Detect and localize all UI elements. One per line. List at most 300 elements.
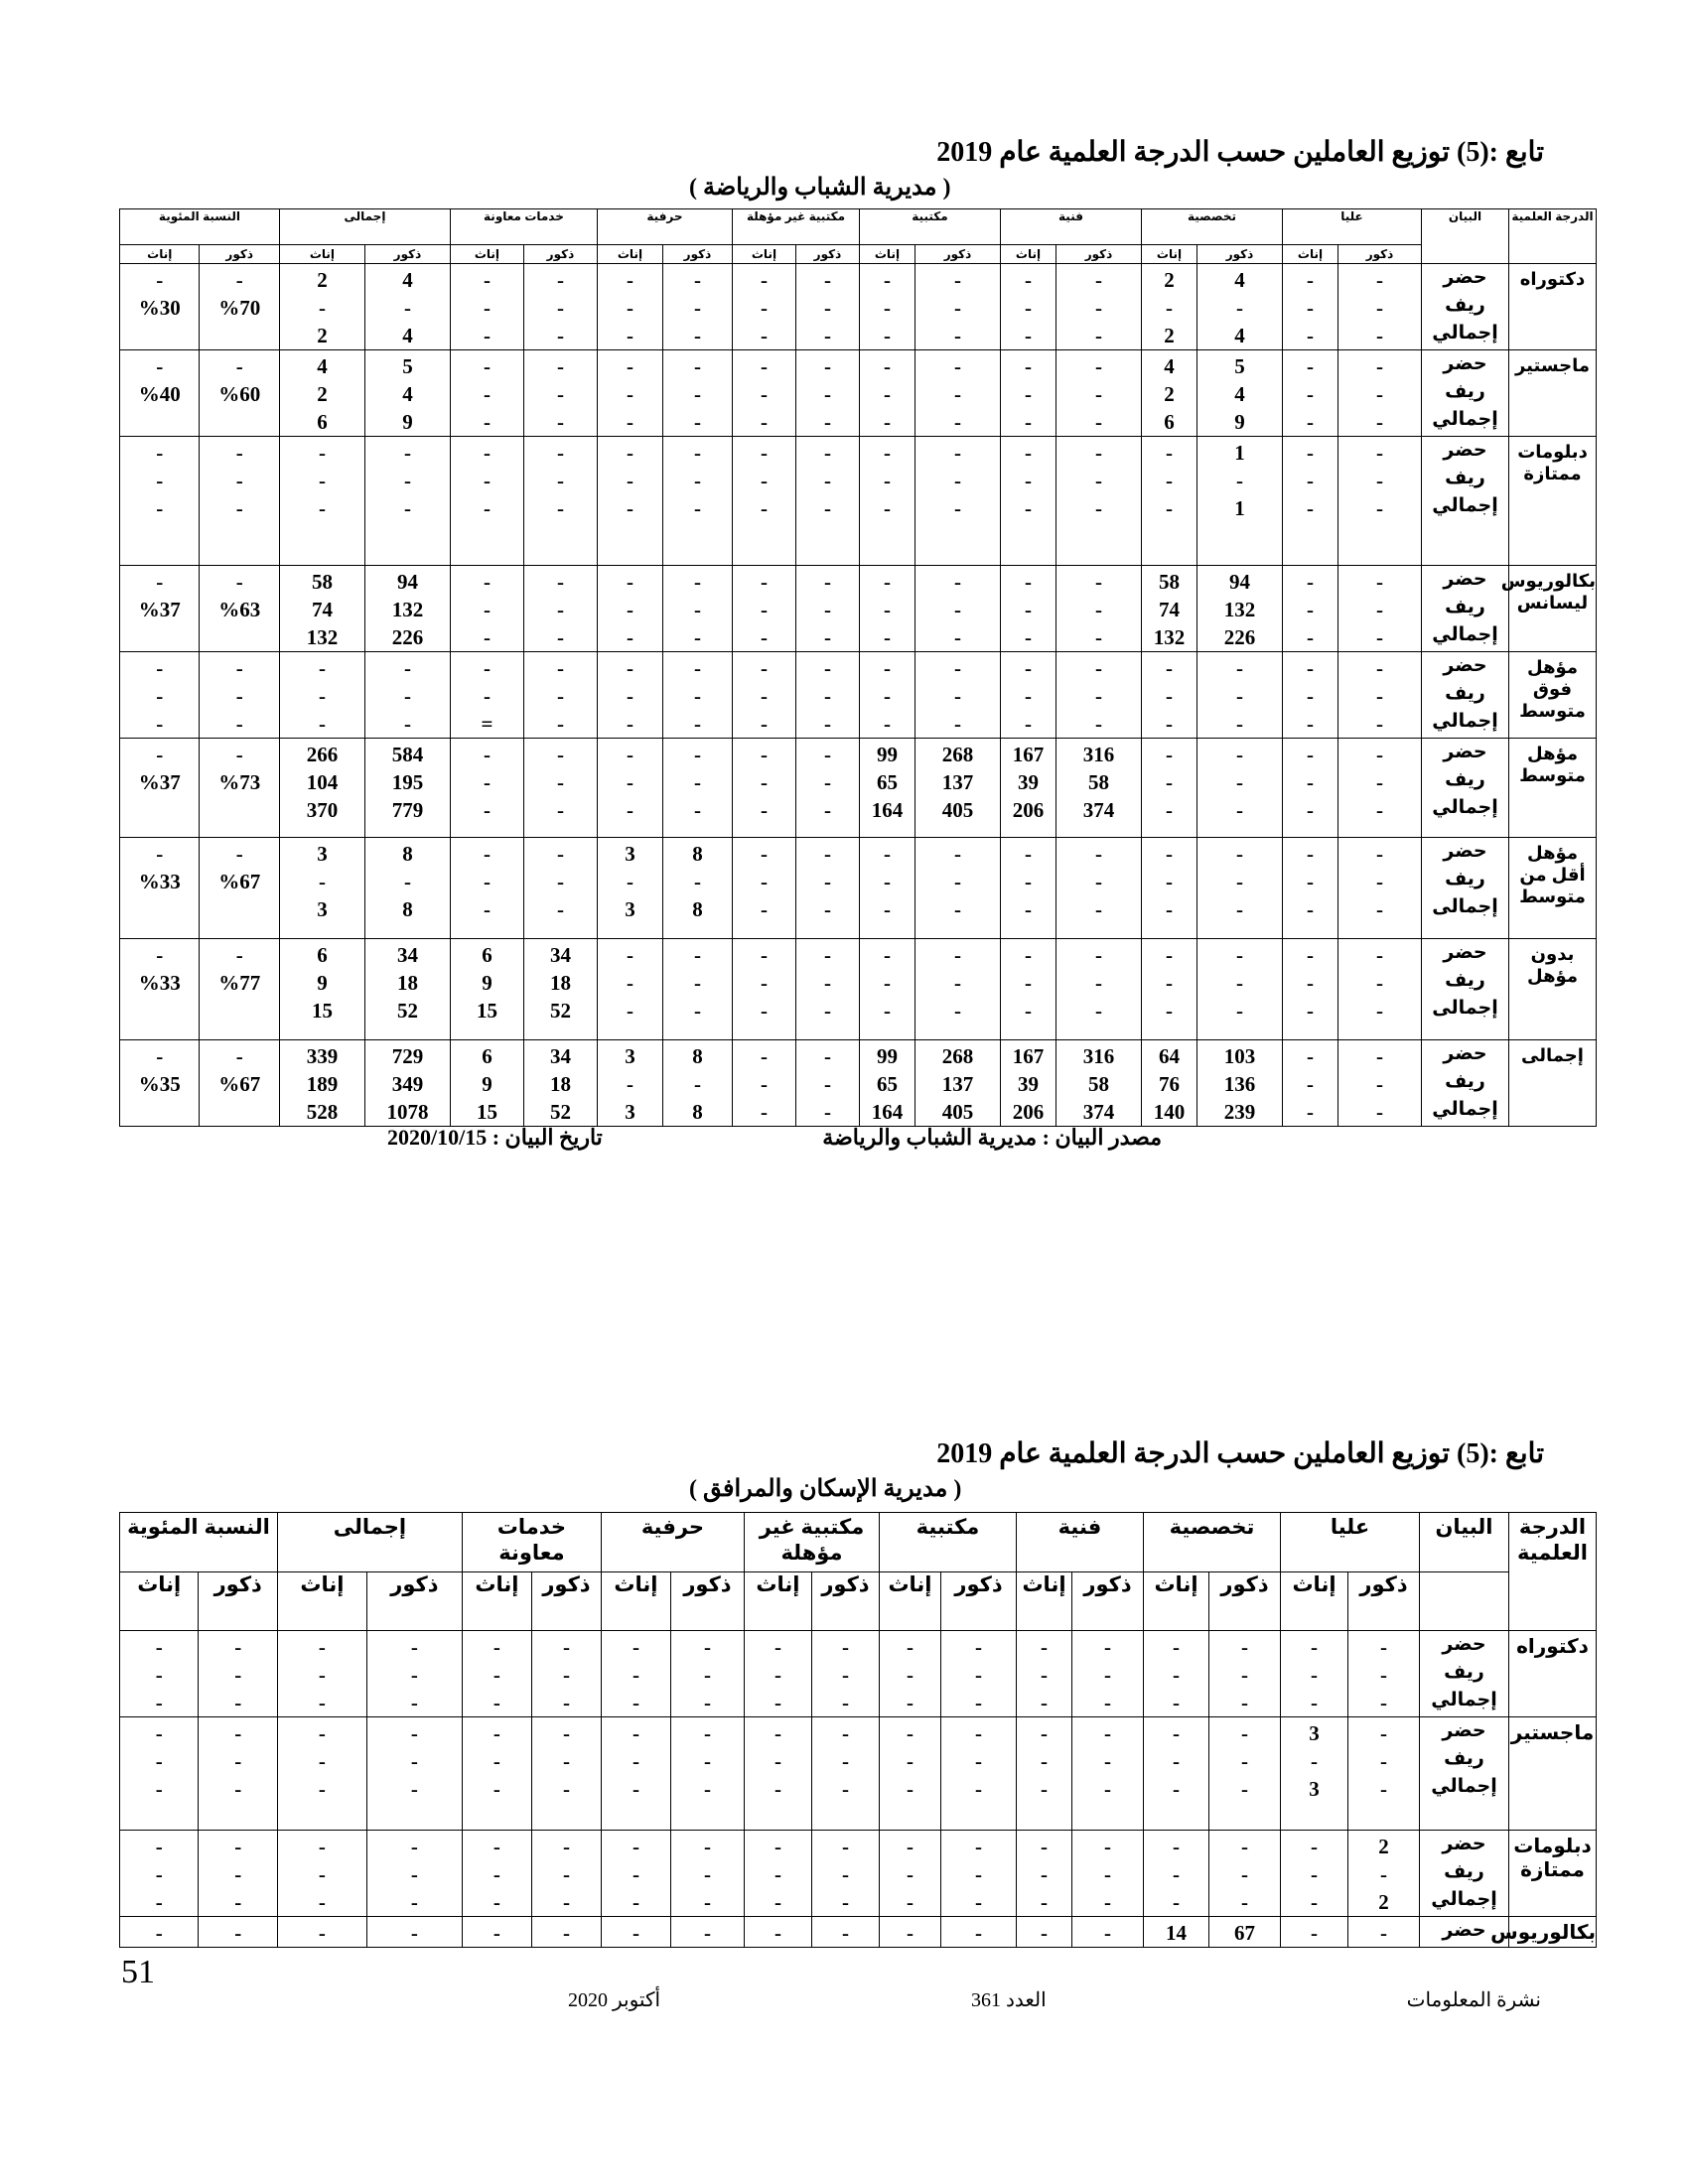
value: 6 bbox=[1164, 410, 1175, 434]
value: - bbox=[1311, 1921, 1318, 1945]
value: - bbox=[760, 971, 768, 995]
degree-cell: دبلومات ممتازة bbox=[1509, 437, 1597, 566]
female-values-cell bbox=[597, 566, 662, 652]
male-values-cell bbox=[1055, 264, 1141, 350]
group-header: إجمالى bbox=[277, 1513, 462, 1572]
male-values-cell bbox=[1072, 1717, 1144, 1831]
value: - bbox=[774, 1691, 781, 1714]
value: - bbox=[774, 1921, 781, 1945]
female-values-cell bbox=[450, 264, 523, 350]
female-values-cell bbox=[277, 1631, 366, 1717]
female-values-cell bbox=[1281, 1631, 1348, 1717]
value: - bbox=[1165, 656, 1173, 680]
value: 132 bbox=[306, 625, 339, 649]
male-values-cell bbox=[523, 566, 597, 652]
value: - bbox=[1236, 999, 1243, 1023]
item-labels-cell bbox=[1422, 566, 1509, 652]
value: 67 bbox=[1234, 1921, 1255, 1945]
value: - bbox=[1376, 598, 1383, 621]
value: - bbox=[403, 656, 411, 680]
value: - bbox=[974, 1777, 982, 1801]
value: - bbox=[626, 712, 633, 736]
value: - bbox=[626, 743, 633, 766]
value: - bbox=[841, 1835, 849, 1858]
value: - bbox=[1024, 410, 1032, 434]
value: - bbox=[760, 656, 768, 680]
female-header: إناث bbox=[462, 1572, 531, 1631]
value: - bbox=[1236, 770, 1243, 794]
value: - bbox=[883, 382, 891, 406]
value: - bbox=[883, 897, 891, 921]
male-values-cell bbox=[364, 939, 450, 1040]
value: - bbox=[693, 870, 701, 893]
female-values-cell bbox=[450, 739, 523, 838]
male-header: ذكور bbox=[366, 1572, 462, 1631]
value: - bbox=[1307, 410, 1314, 434]
female-header: إناث bbox=[879, 1572, 940, 1631]
female-values-cell bbox=[1000, 939, 1055, 1040]
value bbox=[120, 895, 199, 923]
male-header: ذكور bbox=[531, 1572, 601, 1631]
value: - bbox=[1040, 1749, 1048, 1773]
value: 2 bbox=[1164, 324, 1175, 347]
value: - bbox=[823, 382, 831, 406]
value: - bbox=[155, 1721, 163, 1745]
value: 4 bbox=[317, 354, 328, 378]
value: %40 bbox=[138, 382, 181, 406]
value: - bbox=[841, 1890, 849, 1914]
value: 74 bbox=[1158, 598, 1180, 621]
female-header: إناث bbox=[1000, 245, 1055, 264]
value: - bbox=[1094, 382, 1102, 406]
value: - bbox=[774, 1862, 781, 1886]
value: - bbox=[1311, 1749, 1318, 1773]
value: - bbox=[1104, 1663, 1111, 1687]
female-values-cell bbox=[279, 652, 364, 739]
male-values-cell bbox=[1348, 1717, 1420, 1831]
group-header: فنية bbox=[1000, 209, 1141, 245]
value: - bbox=[410, 1777, 418, 1801]
table1-title: تابع :(5) توزيع العاملين حسب الدرجة العلمية عام 2019 bbox=[936, 137, 1544, 168]
value: - bbox=[906, 1890, 914, 1914]
value: - bbox=[1165, 770, 1173, 794]
value: 99 bbox=[876, 743, 898, 766]
value: - bbox=[1236, 842, 1243, 866]
value: - bbox=[760, 897, 768, 921]
value: - bbox=[632, 1721, 639, 1745]
female-values-cell bbox=[450, 437, 523, 566]
value: - bbox=[953, 897, 961, 921]
value: - bbox=[703, 1721, 711, 1745]
value: - bbox=[626, 410, 633, 434]
value: 58 bbox=[1158, 570, 1180, 594]
value: - bbox=[556, 354, 564, 378]
female-values-cell bbox=[1141, 838, 1196, 939]
female-values-cell bbox=[1141, 939, 1196, 1040]
male-values-cell bbox=[1055, 739, 1141, 838]
value: 15 bbox=[311, 999, 333, 1023]
value bbox=[200, 408, 278, 436]
female-values-cell bbox=[597, 739, 662, 838]
value: - bbox=[1307, 770, 1314, 794]
value: 6 bbox=[317, 410, 328, 434]
female-values-cell bbox=[732, 652, 795, 739]
value: - bbox=[883, 842, 891, 866]
value: 164 bbox=[871, 798, 904, 822]
value: - bbox=[1024, 943, 1032, 967]
male-values-cell bbox=[1209, 1631, 1281, 1717]
value: - bbox=[483, 324, 491, 347]
value: - bbox=[1040, 1721, 1048, 1745]
value: - bbox=[626, 999, 633, 1023]
value: - bbox=[562, 1835, 570, 1858]
male-values-cell bbox=[795, 838, 859, 939]
value: - bbox=[483, 770, 491, 794]
value: - bbox=[1376, 496, 1383, 520]
item-label: إجمالى bbox=[1432, 896, 1498, 917]
value: - bbox=[234, 1749, 242, 1773]
value: - bbox=[1380, 1663, 1387, 1687]
male-values-cell bbox=[662, 1040, 732, 1127]
value: - bbox=[1376, 943, 1383, 967]
value: - bbox=[1024, 324, 1032, 347]
value: - bbox=[693, 598, 701, 621]
value: - bbox=[483, 656, 491, 680]
value: 94 bbox=[396, 570, 418, 594]
value: - bbox=[823, 296, 831, 320]
value: - bbox=[841, 1749, 849, 1773]
value: 1078 bbox=[386, 1100, 429, 1124]
value: - bbox=[1040, 1777, 1048, 1801]
female-values-cell bbox=[120, 350, 200, 437]
female-values-cell bbox=[1281, 1917, 1348, 1948]
value: - bbox=[1307, 324, 1314, 347]
value: - bbox=[562, 1749, 570, 1773]
value: - bbox=[883, 570, 891, 594]
value: - bbox=[318, 496, 326, 520]
male-values-cell bbox=[940, 1831, 1016, 1917]
degree-cell: دكتوراه bbox=[1509, 1631, 1597, 1717]
male-values-cell bbox=[531, 1831, 601, 1917]
female-values-cell bbox=[1141, 739, 1196, 838]
female-values-cell bbox=[1283, 566, 1338, 652]
value: - bbox=[1094, 712, 1102, 736]
female-values-cell bbox=[1016, 1717, 1071, 1831]
male-values-cell bbox=[1209, 1831, 1281, 1917]
female-values-cell bbox=[859, 739, 914, 838]
male-values-cell bbox=[366, 1917, 462, 1948]
value: - bbox=[562, 1862, 570, 1886]
value: - bbox=[693, 798, 701, 822]
item-header: البيان bbox=[1422, 209, 1509, 264]
male-values-cell bbox=[662, 350, 732, 437]
value: - bbox=[953, 268, 961, 292]
value: - bbox=[556, 410, 564, 434]
table1-subtitle: ( مديرية الشباب والرياضة ) bbox=[689, 175, 951, 201]
value: - bbox=[626, 625, 633, 649]
value: 164 bbox=[871, 1100, 904, 1124]
value: - bbox=[883, 971, 891, 995]
item-label: حضر bbox=[1442, 1920, 1486, 1941]
value: - bbox=[823, 324, 831, 347]
value: - bbox=[1241, 1777, 1248, 1801]
item-label: ريف bbox=[1445, 295, 1485, 316]
value: - bbox=[1094, 570, 1102, 594]
value: - bbox=[693, 496, 701, 520]
male-values-cell bbox=[1072, 1917, 1144, 1948]
value: - bbox=[318, 1749, 326, 1773]
value: - bbox=[823, 842, 831, 866]
value: - bbox=[492, 1862, 500, 1886]
value: - bbox=[410, 1663, 418, 1687]
value: 8 bbox=[692, 1100, 703, 1124]
value: - bbox=[841, 1862, 849, 1886]
value: - bbox=[823, 625, 831, 649]
value: - bbox=[906, 1835, 914, 1858]
value: 15 bbox=[476, 1100, 497, 1124]
value: - bbox=[492, 1663, 500, 1687]
value: - bbox=[1380, 1862, 1387, 1886]
value: 8 bbox=[692, 842, 703, 866]
value: - bbox=[1094, 870, 1102, 893]
value: - bbox=[693, 469, 701, 492]
value: - bbox=[156, 712, 164, 736]
value: - bbox=[693, 999, 701, 1023]
value: - bbox=[410, 1635, 418, 1659]
male-values-cell bbox=[1197, 838, 1283, 939]
female-values-cell bbox=[1000, 1040, 1055, 1127]
value: - bbox=[626, 268, 633, 292]
item-label: حضر bbox=[1443, 440, 1487, 461]
female-values-cell bbox=[462, 1917, 531, 1948]
value: - bbox=[1024, 625, 1032, 649]
male-values-cell bbox=[1338, 437, 1422, 566]
value: - bbox=[410, 1835, 418, 1858]
value: - bbox=[760, 496, 768, 520]
value: 6 bbox=[317, 943, 328, 967]
value bbox=[200, 623, 278, 651]
value: - bbox=[1173, 1635, 1180, 1659]
female-values-cell bbox=[1281, 1831, 1348, 1917]
item-label: إجمالي bbox=[1431, 1889, 1497, 1910]
value: - bbox=[234, 1663, 242, 1687]
value: - bbox=[403, 496, 411, 520]
value: 226 bbox=[391, 625, 424, 649]
male-values-cell bbox=[795, 652, 859, 739]
value: - bbox=[693, 324, 701, 347]
female-values-cell bbox=[601, 1917, 670, 1948]
male-values-cell bbox=[914, 264, 1000, 350]
footer-date: أكتوبر 2020 bbox=[568, 1989, 661, 2011]
value: - bbox=[1311, 1691, 1318, 1714]
value: - bbox=[1376, 770, 1383, 794]
value: - bbox=[626, 354, 633, 378]
item-label: إجمالي bbox=[1432, 409, 1498, 430]
value: - bbox=[760, 743, 768, 766]
male-values-cell bbox=[662, 652, 732, 739]
male-header: ذكور bbox=[523, 245, 597, 264]
female-header: إناث bbox=[1141, 245, 1196, 264]
female-values-cell bbox=[1016, 1631, 1071, 1717]
value bbox=[120, 796, 199, 824]
item-label: ريف bbox=[1445, 381, 1485, 402]
value: - bbox=[1380, 1777, 1387, 1801]
value: - bbox=[626, 382, 633, 406]
value: - bbox=[1311, 1663, 1318, 1687]
value: 2 bbox=[1378, 1835, 1389, 1858]
value: - bbox=[234, 1835, 242, 1858]
value: 9 bbox=[482, 1072, 492, 1096]
value: - bbox=[823, 684, 831, 708]
value: - bbox=[483, 570, 491, 594]
value: - bbox=[693, 441, 701, 465]
value: 3 bbox=[625, 897, 635, 921]
value: - bbox=[318, 469, 326, 492]
female-values-cell bbox=[120, 1831, 199, 1917]
group-header: مكتبية غير مؤهلة bbox=[744, 1513, 879, 1572]
value: - bbox=[760, 324, 768, 347]
item-label: إجمالي bbox=[1432, 323, 1498, 343]
value: 9 bbox=[1234, 410, 1245, 434]
male-values-cell bbox=[795, 739, 859, 838]
value: - bbox=[1094, 469, 1102, 492]
value: - bbox=[1173, 1749, 1180, 1773]
item-label: إجمالي bbox=[1432, 711, 1498, 732]
value: 2 bbox=[1164, 268, 1175, 292]
value: - bbox=[156, 743, 164, 766]
value: - bbox=[556, 743, 564, 766]
value: - bbox=[823, 798, 831, 822]
male-values-cell bbox=[200, 350, 279, 437]
value: - bbox=[1236, 798, 1243, 822]
value: 8 bbox=[402, 842, 413, 866]
value: - bbox=[1307, 570, 1314, 594]
value: - bbox=[1376, 324, 1383, 347]
male-values-cell bbox=[366, 1717, 462, 1831]
value: - bbox=[318, 1663, 326, 1687]
female-values-cell bbox=[744, 1917, 811, 1948]
value: - bbox=[974, 1921, 982, 1945]
value: - bbox=[626, 943, 633, 967]
value: - bbox=[1241, 1721, 1248, 1745]
value: - bbox=[1376, 268, 1383, 292]
value: - bbox=[483, 441, 491, 465]
value: - bbox=[1307, 441, 1314, 465]
value: - bbox=[1307, 296, 1314, 320]
value: 34 bbox=[549, 943, 571, 967]
value: - bbox=[1241, 1890, 1248, 1914]
value: - bbox=[760, 625, 768, 649]
value: - bbox=[483, 684, 491, 708]
male-values-cell bbox=[1055, 838, 1141, 939]
value: - bbox=[974, 1862, 982, 1886]
female-values-cell bbox=[277, 1717, 366, 1831]
degree-cell: دكتوراه bbox=[1509, 264, 1597, 350]
female-header: إناث bbox=[859, 245, 914, 264]
value: - bbox=[556, 770, 564, 794]
item-label: ريف bbox=[1445, 970, 1485, 991]
value: - bbox=[234, 1691, 242, 1714]
value: 58 bbox=[311, 570, 333, 594]
value: 8 bbox=[692, 897, 703, 921]
table-row bbox=[120, 1831, 1597, 1917]
female-values-cell bbox=[597, 437, 662, 566]
value: - bbox=[1040, 1890, 1048, 1914]
value: - bbox=[1173, 1890, 1180, 1914]
value: 374 bbox=[1082, 1100, 1115, 1124]
value: - bbox=[823, 469, 831, 492]
male-values-cell bbox=[200, 566, 279, 652]
value: 52 bbox=[549, 999, 571, 1023]
male-values-cell bbox=[795, 1040, 859, 1127]
female-values-cell bbox=[1141, 437, 1196, 566]
item-labels-cell bbox=[1420, 1831, 1509, 1917]
value: - bbox=[1376, 1044, 1383, 1068]
subheader-row bbox=[120, 1572, 1597, 1631]
value: - bbox=[883, 684, 891, 708]
female-values-cell bbox=[120, 939, 200, 1040]
female-values-cell bbox=[279, 437, 364, 566]
value: - bbox=[235, 354, 243, 378]
value: 5 bbox=[1234, 354, 1245, 378]
item-labels-cell bbox=[1422, 739, 1509, 838]
table-row bbox=[120, 566, 1597, 652]
value: - bbox=[1236, 897, 1243, 921]
value: 2 bbox=[317, 268, 328, 292]
female-values-cell bbox=[462, 1717, 531, 1831]
value: - bbox=[318, 1691, 326, 1714]
value: 206 bbox=[1012, 798, 1045, 822]
value: - bbox=[1040, 1663, 1048, 1687]
value: - bbox=[1024, 897, 1032, 921]
item-labels-cell bbox=[1422, 652, 1509, 739]
female-header: إناث bbox=[1016, 1572, 1071, 1631]
value: - bbox=[156, 354, 164, 378]
value: - bbox=[632, 1691, 639, 1714]
group-header: مكتبية bbox=[859, 209, 1000, 245]
male-header: ذكور bbox=[364, 245, 450, 264]
value: 132 bbox=[1223, 598, 1256, 621]
value: - bbox=[703, 1862, 711, 1886]
value: - bbox=[760, 410, 768, 434]
male-values-cell bbox=[531, 1917, 601, 1948]
value: %67 bbox=[218, 870, 261, 893]
value: - bbox=[1104, 1835, 1111, 1858]
value: - bbox=[841, 1921, 849, 1945]
value: - bbox=[760, 770, 768, 794]
value: - bbox=[1104, 1921, 1111, 1945]
value bbox=[200, 1098, 278, 1126]
female-values-cell bbox=[279, 566, 364, 652]
male-header: ذكور bbox=[199, 1572, 277, 1631]
male-values-cell bbox=[940, 1717, 1016, 1831]
value: 8 bbox=[402, 897, 413, 921]
female-values-cell bbox=[601, 1631, 670, 1717]
value: - bbox=[953, 842, 961, 866]
value bbox=[200, 895, 278, 923]
female-values-cell bbox=[450, 1040, 523, 1127]
value: 405 bbox=[941, 1100, 974, 1124]
value: - bbox=[703, 1691, 711, 1714]
value: - bbox=[1094, 971, 1102, 995]
value: - bbox=[1376, 999, 1383, 1023]
value: 34 bbox=[396, 943, 418, 967]
male-header: ذكور bbox=[670, 1572, 744, 1631]
male-values-cell bbox=[364, 350, 450, 437]
value: - bbox=[953, 441, 961, 465]
value: 1 bbox=[1234, 496, 1245, 520]
male-header: ذكور bbox=[200, 245, 279, 264]
